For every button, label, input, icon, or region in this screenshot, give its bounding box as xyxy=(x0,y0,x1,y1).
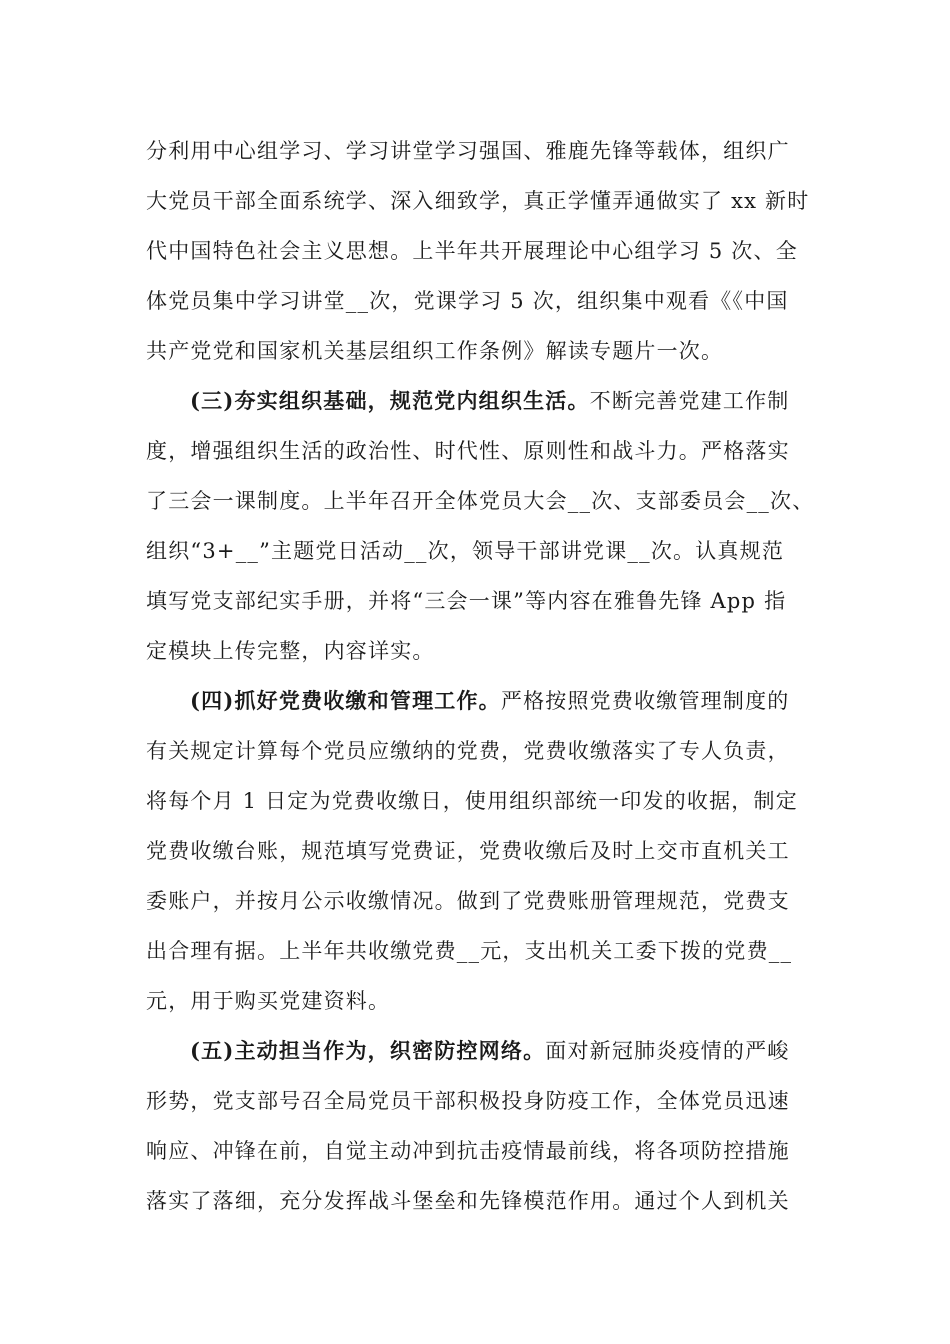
text-line: 分利用中心组学习、学习讲堂学习强国、雅鹿先锋等载体，组织广 xyxy=(146,139,790,163)
text-line: 定模块上传完整，内容详实。 xyxy=(146,639,435,663)
text-line: 体党员集中学习讲堂__次，党课学习 5 次，组织集中观看《《中国 xyxy=(146,289,789,313)
text-line: 度，增强组织生活的政治性、时代性、原则性和战斗力。严格落实 xyxy=(146,439,790,463)
text-span: 不断完善党建工作制 xyxy=(589,389,790,413)
section-heading: (五)主动担当作为，织密防控网络。 xyxy=(190,1038,546,1063)
text-line: 填写党支部纪实手册，并将“三会一课”等内容在雅鲁先锋 App 指 xyxy=(146,589,787,613)
text-line: 出合理有据。上半年共收缴党费__元，支出机关工委下拨的党费__ xyxy=(146,939,793,963)
text-line: 代中国特色社会主义思想。上半年共开展理论中心组学习 5 次、全 xyxy=(146,239,798,263)
text-line: 组织“3+__”主题党日活动__次，领导干部讲党课__次。认真规范 xyxy=(146,539,785,563)
text-line: 了三会一课制度。上半年召开全体党员大会__次、支部委员会__次、 xyxy=(146,489,815,513)
section-heading: (四)抓好党费收缴和管理工作。 xyxy=(190,688,501,713)
text-line: 元，用于购买党建资料。 xyxy=(146,989,391,1013)
paragraph-first-line xyxy=(190,687,789,715)
text-line: 将每个月 1 日定为党费收缴日，使用组织部统一印发的收据，制定 xyxy=(146,789,798,813)
text-span: 面对新冠肺炎疫情的严峻 xyxy=(545,1039,790,1063)
section-heading: (三)夯实组织基础，规范党内组织生活。 xyxy=(190,388,590,413)
paragraph-first-line xyxy=(190,1037,789,1065)
text-line: 有关规定计算每个党员应缴纳的党费，党费收缴落实了专人负责， xyxy=(146,739,790,763)
text-line: 响应、冲锋在前，自觉主动冲到抗击疫情最前线，将各项防控措施 xyxy=(146,1139,790,1163)
paragraph-first-line xyxy=(190,387,789,415)
text-line: 形势，党支部号召全局党员干部积极投身防疫工作，全体党员迅速 xyxy=(146,1089,790,1113)
text-line: 共产党党和国家机关基层组织工作条例》解读专题片一次。 xyxy=(146,339,724,363)
text-line: 大党员干部全面系统学、深入细致学，真正学懂弄通做实了 xx 新时 xyxy=(146,189,810,213)
text-line: 党费收缴台账，规范填写党费证，党费收缴后及时上交市直机关工 xyxy=(146,839,790,863)
text-line: 落实了落细，充分发挥战斗堡垒和先锋模范作用。通过个人到机关 xyxy=(146,1189,790,1213)
text-span: 严格按照党费收缴管理制度的 xyxy=(500,689,790,713)
text-line: 委账户，并按月公示收缴情况。做到了党费账册管理规范，党费支 xyxy=(146,889,790,913)
